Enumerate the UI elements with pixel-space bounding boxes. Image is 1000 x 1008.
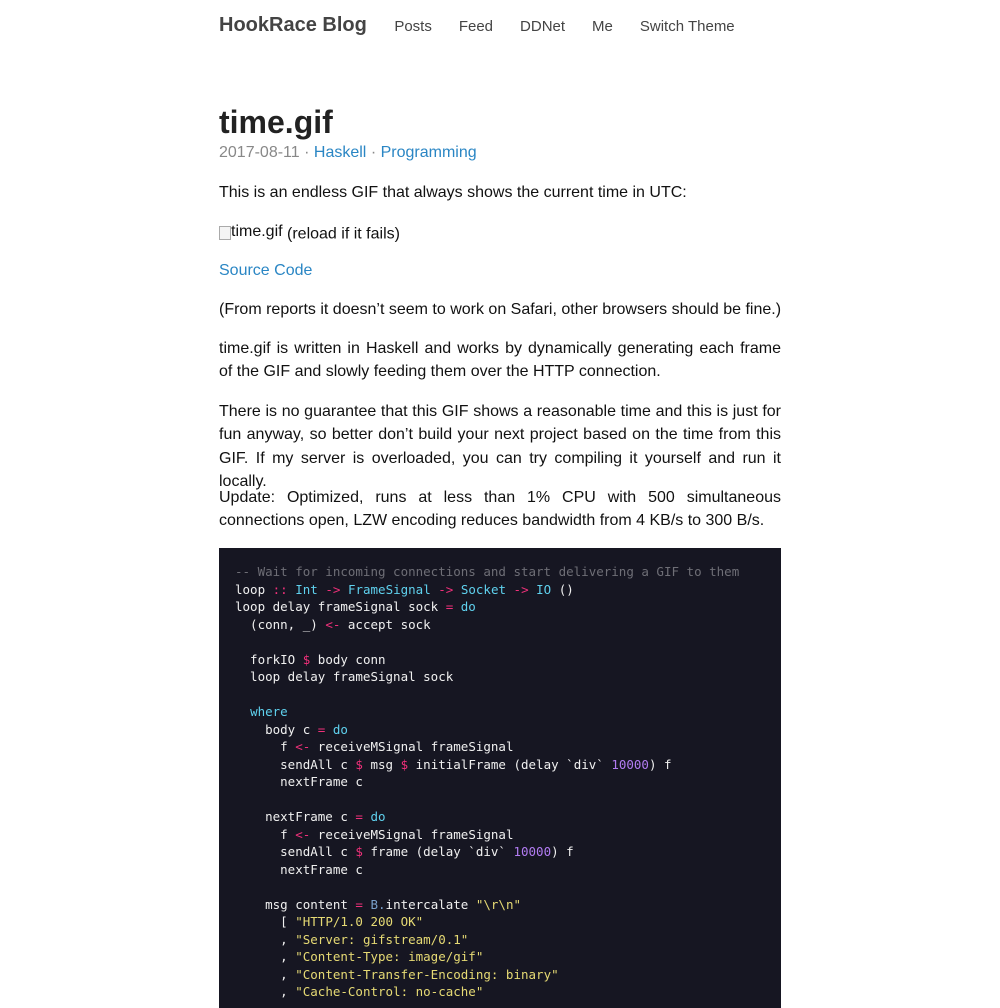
blog-brand-link[interactable]: HookRace Blog	[219, 14, 367, 36]
code-token: [	[235, 914, 296, 929]
code-token: "HTTP/1.0 200 OK"	[295, 914, 424, 929]
code-token	[506, 582, 514, 597]
code-token: where	[250, 704, 288, 719]
code-token	[340, 582, 348, 597]
code-token: =	[355, 896, 363, 912]
code-line	[235, 757, 672, 772]
code-token	[529, 582, 537, 597]
safari-note-paragraph: (From reports it doesn’t seem to work on Safari, other browsers should be fine.)	[219, 301, 782, 318]
source-paragraph	[219, 259, 781, 282]
code-line	[235, 582, 574, 597]
code-token: "Content-Type: image/gif"	[295, 949, 484, 964]
code-line	[235, 967, 559, 982]
code-token: body conn	[310, 651, 386, 667]
nav-feed-link[interactable]: Feed	[458, 18, 494, 35]
code-token: do	[332, 721, 348, 737]
code-token: loop delay frameSignal sock	[235, 669, 454, 684]
code-token: $	[400, 756, 409, 772]
code-token: B.	[370, 896, 386, 912]
code-token: <-	[295, 826, 311, 842]
code-token: loop delay frameSignal sock	[235, 599, 446, 614]
code-line	[235, 827, 513, 842]
code-token: forkIO	[235, 651, 303, 667]
code-token: f	[235, 826, 296, 842]
code-token: $	[355, 844, 363, 859]
code-token: IO	[536, 581, 552, 597]
code-token: "Server: gifstream/0.1"	[295, 931, 469, 947]
code-token: 10000	[513, 844, 552, 859]
code-token: (conn, _)	[235, 616, 326, 632]
code-token: intercalate	[385, 896, 476, 912]
code-line	[235, 617, 431, 632]
description-paragraph: time.gif is written in Haskell and works by dynamically generating each frame of the GIF and slowly feeding them over the HTTP connection.	[219, 340, 781, 381]
code-line	[235, 949, 483, 964]
code-token: msg	[362, 756, 401, 772]
code-token: frame (delay `div`	[362, 844, 514, 859]
nav-me-link[interactable]: Me	[592, 18, 613, 35]
code-line	[235, 897, 521, 912]
code-token: "\r\n"	[475, 896, 522, 912]
code-line	[235, 774, 363, 789]
code-token: <-	[325, 616, 341, 632]
code-token	[235, 704, 250, 719]
code-token: <-	[295, 739, 311, 754]
code-token: ) f	[551, 844, 574, 859]
code-token: =	[355, 809, 363, 824]
code-token: ,	[235, 931, 296, 947]
code-token: ()	[551, 581, 574, 597]
code-token: $	[302, 651, 311, 667]
nav-links	[381, 18, 748, 35]
code-token: receiveMSignal frameSignal	[310, 826, 514, 842]
code-token: $	[355, 756, 363, 772]
code-token: FrameSignal	[347, 581, 431, 597]
code-line	[235, 984, 483, 999]
code-token: ) f	[648, 756, 672, 772]
meta-separator: ·	[370, 144, 377, 161]
code-token: =	[445, 599, 454, 614]
code-token: nextFrame c	[235, 774, 363, 789]
code-token: ::	[272, 581, 288, 597]
code-token: do	[460, 599, 476, 614]
nav-ddnet-link[interactable]: DDNet	[520, 18, 566, 35]
code-token: "Content-Transfer-Encoding: binary"	[295, 966, 559, 982]
code-token: msg content	[235, 896, 356, 912]
code-token: 10000	[611, 756, 649, 772]
code-line	[235, 844, 574, 859]
post-date: 2017-08-11	[219, 144, 300, 161]
post-title: time.gif	[219, 104, 333, 140]
nav-posts-link[interactable]: Posts	[394, 18, 432, 35]
tag-haskell-link[interactable]: Haskell	[313, 144, 367, 161]
time-gif-image	[219, 220, 781, 246]
switch-theme-link[interactable]: Switch Theme	[639, 18, 735, 35]
code-token: nextFrame c	[235, 809, 356, 824]
tag-programming-link[interactable]: Programming	[380, 144, 477, 161]
code-token: Int	[295, 581, 318, 597]
code-token: ,	[235, 966, 296, 982]
code-line	[235, 722, 348, 737]
code-token: initialFrame (delay `div`	[408, 756, 612, 772]
image-alt-text: time.gif	[231, 223, 283, 240]
code-token: loop	[235, 581, 273, 597]
code-token	[453, 582, 461, 597]
broken-image	[219, 220, 283, 243]
code-token: ->	[438, 581, 454, 597]
code-token: ->	[325, 581, 341, 597]
code-token: nextFrame c	[235, 861, 363, 877]
image-note: (reload if it fails)	[282, 225, 400, 243]
code-token	[453, 599, 461, 614]
code-block[interactable]	[219, 548, 781, 1008]
code-line	[235, 809, 386, 824]
code-token: "Cache-Control: no-cache"	[295, 984, 484, 999]
top-navigation	[219, 14, 748, 44]
code-line	[235, 652, 386, 667]
intro-paragraph: This is an endless GIF that always shows the current time in UTC:	[219, 184, 687, 201]
code-token: -- Wait for incoming connections and start delivering a GIF to them	[235, 564, 740, 579]
disclaimer-paragraph: There is no guarantee that this GIF shows a reasonable time and this is just for fun anyway, so better don’t build your next project based on the time from this GIF. If my server is overloaded, you can try compiling it yourself and run it locally.	[219, 403, 781, 490]
code-content	[235, 563, 765, 1001]
update-paragraph: Update: Optimized, runs at less than 1% CPU with 500 simultaneous connections open, LZW encoding reduces bandwidth from 4 KB/s to 300 B/s.	[219, 489, 781, 530]
code-line	[235, 932, 468, 947]
code-token: =	[317, 721, 326, 737]
code-token: ->	[513, 581, 529, 597]
broken-image-icon	[219, 226, 231, 240]
code-line	[235, 704, 288, 719]
code-token: sendAll c	[235, 756, 356, 772]
code-line	[235, 914, 423, 929]
code-token: ,	[235, 984, 296, 999]
post-meta	[219, 143, 477, 163]
meta-separator: ·	[304, 144, 310, 161]
code-line	[235, 669, 453, 684]
code-line	[235, 862, 363, 877]
code-token: ,	[235, 949, 296, 964]
code-token: body c	[235, 721, 318, 737]
code-line	[235, 599, 476, 614]
source-code-link[interactable]: Source Code	[219, 262, 313, 279]
code-token: sendAll c	[235, 844, 356, 859]
code-token: Socket	[460, 581, 507, 597]
code-token: do	[370, 809, 386, 824]
code-line	[235, 739, 513, 754]
code-token	[325, 722, 333, 737]
code-line	[235, 564, 739, 579]
code-token: accept sock	[340, 616, 431, 632]
code-token: f	[235, 739, 296, 754]
code-token: receiveMSignal frameSignal	[310, 739, 514, 754]
